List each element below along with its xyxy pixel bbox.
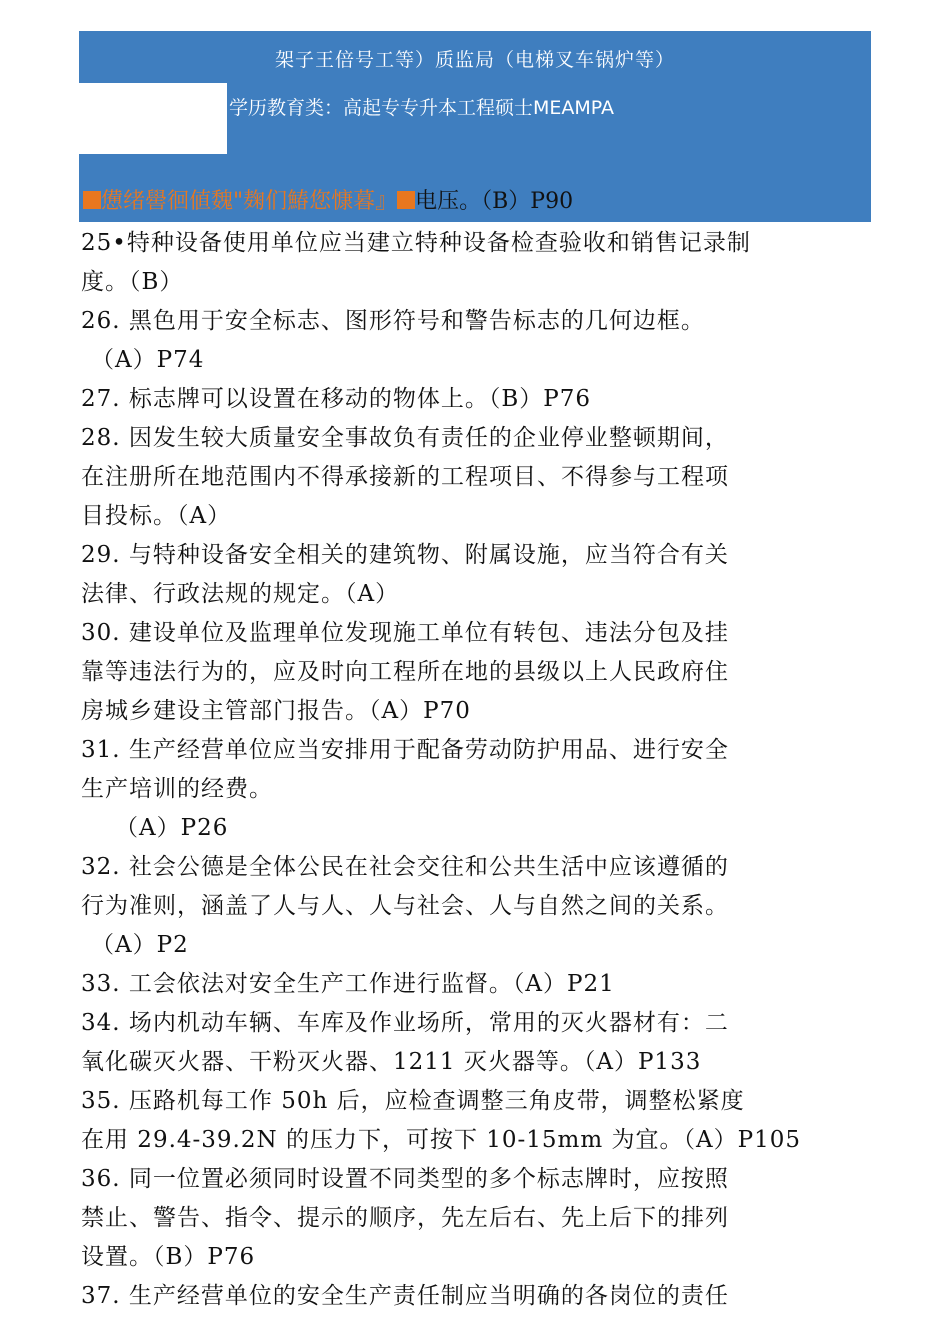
text-line: 法律、行政法规的规定。（A） xyxy=(81,581,400,607)
question-list xyxy=(81,224,871,1316)
orange-square-icon xyxy=(397,191,415,209)
header-banner xyxy=(79,31,871,222)
text-line: 度。（B） xyxy=(81,269,184,295)
text-line: 房城乡建设主管部门报告。（A）P70 xyxy=(81,698,471,724)
text-line: 32. 社会公德是全体公民在社会交往和公共生活中应该遵循的 xyxy=(81,854,729,880)
text-line: 靠等违法行为的，应及时向工程所在地的县级以上人民政府住 xyxy=(81,659,729,685)
text-line: 35. 压路机每工作 50h 后，应检查调整三角皮带，调整松紧度 xyxy=(81,1088,745,1114)
voltage-answer: 电压。（B）P90 xyxy=(415,189,574,214)
text-line: （A）P2 xyxy=(91,932,189,958)
text-line: 33. 工会依法对安全生产工作进行监督。（A）P21 xyxy=(81,971,615,997)
banner-bottom-line xyxy=(83,187,573,217)
text-line: 30. 建设单位及监理单位发现施工单位有转包、违法分包及挂 xyxy=(81,620,729,646)
banner-white-block xyxy=(79,83,227,154)
text-line: （A）P74 xyxy=(91,347,205,373)
text-line: 36. 同一位置必须同时设置不同类型的多个标志牌时，应按照 xyxy=(81,1166,729,1192)
text-line: 26. 黑色用于安全标志、图形符号和警告标志的几何边框。 xyxy=(81,308,705,334)
text-line: 27. 标志牌可以设置在移动的物体上。（B）P76 xyxy=(81,386,592,412)
garbled-text: 憊绪嚳徊値魏"麹们鰆您慷暮』 xyxy=(101,189,398,214)
text-line: 28. 因发生较大质量安全事故负有责任的企业停业整顿期间， xyxy=(81,425,729,451)
text-line: 目投标。（A） xyxy=(81,503,232,529)
text-line: 行为准则，涵盖了人与人、人与社会、人与自然之间的关系。 xyxy=(81,893,729,919)
text-line: 氧化碳灭火器、干粉灭火器、1211 灭火器等。（A）P133 xyxy=(81,1049,702,1075)
text-line: （A）P26 xyxy=(115,815,229,841)
text-line: 31. 生产经营单位应当安排用于配备劳动防护用品、进行安全 xyxy=(81,737,729,763)
text-line: 29. 与特种设备安全相关的建筑物、附属设施，应当符合有关 xyxy=(81,542,729,568)
banner-subtitle: 学历教育类：高起专专升本工程硕士MEAMPA xyxy=(229,97,615,119)
text-line: 禁止、警告、指令、提示的顺序，先左后右、先上后下的排列 xyxy=(81,1205,729,1231)
text-line: 37. 生产经营单位的安全生产责任制应当明确的各岗位的责任 xyxy=(81,1283,729,1309)
text-line: 34. 场内机动车辆、车库及作业场所，常用的灭火器材有：二 xyxy=(81,1010,729,1036)
text-line: 在注册所在地范围内不得承接新的工程项目、不得参与工程项 xyxy=(81,464,729,490)
text-line: 25•特种设备使用单位应当建立特种设备检查验收和销售记录制 xyxy=(81,230,751,256)
orange-square-icon xyxy=(83,191,101,209)
text-line: 生产培训的经费。 xyxy=(81,776,273,802)
text-line: 在用 29.4-39.2N 的压力下，可按下 10-15mm 为宜。（A）P105 xyxy=(81,1127,801,1153)
banner-title: 架子王倍号工等）质监局（电梯叉车锅炉等） xyxy=(274,49,675,71)
text-line: 设置。（B）P76 xyxy=(81,1244,256,1270)
